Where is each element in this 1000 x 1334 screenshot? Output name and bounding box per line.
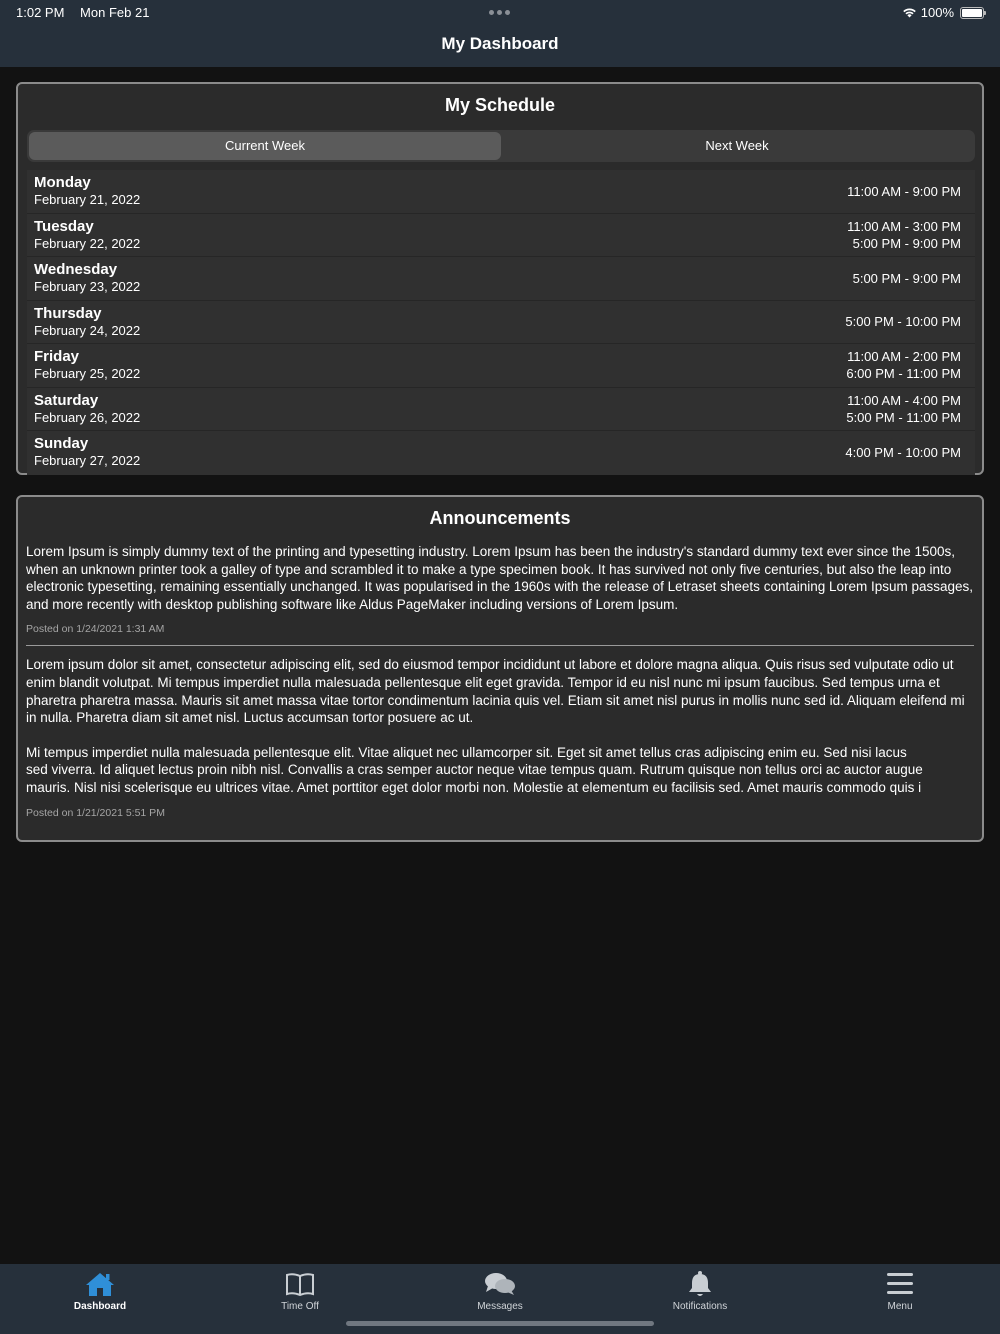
schedule-title: My Schedule — [444, 95, 556, 115]
page-title: My Dashboard — [441, 34, 559, 53]
schedule-date: February 22, 2022 — [34, 235, 141, 251]
shift-time: 5:00 PM - 10:00 PM — [845, 314, 961, 330]
home-icon — [84, 1270, 116, 1298]
shift-time: 11:00 AM - 2:00 PM — [847, 349, 961, 365]
shift-time: 11:00 AM - 4:00 PM — [847, 392, 961, 408]
announcements-title: Announcements — [429, 508, 571, 528]
schedule-date: February 21, 2022 — [34, 192, 141, 207]
status-time: 1:02 PM — [16, 5, 65, 20]
multitasking-dots-icon[interactable] — [489, 10, 510, 15]
schedule-row[interactable] — [27, 344, 975, 388]
shift-time: 5:00 PM - 9:00 PM — [852, 235, 961, 251]
schedule-date: February 25, 2022 — [34, 366, 141, 381]
schedule-day: Friday — [34, 348, 80, 365]
schedule-date: February 26, 2022 — [34, 409, 141, 425]
shift-time: 11:00 AM - 3:00 PM — [847, 218, 961, 234]
announcement-body: Lorem ipsum dolor sit amet, consectetur adipiscing elit, sed do eiusmod tempor incididunt ut labore et dolore magna aliqua. Quis risus sed vulputate odio ut enim blandit volutpat. Mi tempus imperdiet nulla malesuada pellentesque elit eget gravida. Tempor id eu nisl nunc mi ipsum faucibus. Sed tempus urna et pharetra pharetra massa. Mauris sit amet massa vitae tortor condimentum lacinia quis vel. Etiam sit amet nisl purus in mollis nunc sed id. Aliquam eleifend mi in nulla. Pharetra diam sit amet nisl. Luctus accumsan tortor posuere ac ut. — [26, 657, 965, 726]
schedule-row[interactable] — [27, 257, 975, 301]
announcement-body — [26, 744, 974, 797]
tab-label: Messages — [477, 1301, 523, 1312]
schedule-row[interactable] — [27, 170, 975, 214]
schedule-row[interactable] — [27, 301, 975, 345]
tab-next-week[interactable]: Next Week — [705, 138, 769, 153]
status-bar-right — [902, 5, 984, 20]
shift-time: 5:00 PM - 11:00 PM — [846, 409, 961, 425]
battery-icon — [960, 7, 984, 19]
tab-label: Menu — [887, 1301, 913, 1312]
schedule-card — [16, 82, 984, 475]
tab-current-week[interactable]: Current Week — [29, 132, 501, 160]
announcement-posted-date: Posted on 1/24/2021 1:31 AM — [26, 623, 165, 636]
shift-time: 4:00 PM - 10:00 PM — [845, 445, 961, 461]
shift-time: 6:00 PM - 11:00 PM — [846, 366, 961, 382]
status-date: Mon Feb 21 — [80, 5, 150, 20]
announcement-item — [18, 543, 982, 635]
book-icon — [284, 1270, 316, 1298]
schedule-day: Sunday — [34, 435, 89, 452]
tab-label: Dashboard — [73, 1301, 127, 1312]
announcement-line: mauris. Nisl nisi scelerisque eu ultrices vitae. Amet porttitor eget dolor morbi non. Molestie at elementum eu facilisis sed. Amet mauris commodo quis i — [26, 779, 922, 795]
wifi-icon — [902, 7, 917, 18]
announcement-body: Lorem Ipsum is simply dummy text of the printing and typesetting industry. Lorem Ipsum has been the industry's standard dummy text ever since the 1500s, when an unknown printer took a galley of type and scrambled it to make a type specimen book. It has survived not only five centuries, but also the leap into electronic typesetting, remaining essentially unchanged. It was popularised in the 1960s with the release of Letraset sheets containing Lorem Ipsum passages, and more recently with desktop publishing software like Aldus PageMaker including versions of Lorem Ipsum. — [26, 544, 974, 612]
schedule-date: February 23, 2022 — [34, 279, 141, 294]
schedule-day: Wednesday — [34, 261, 118, 278]
schedule-row[interactable] — [27, 388, 975, 432]
shift-time: 5:00 PM - 9:00 PM — [852, 270, 961, 286]
divider — [26, 645, 974, 646]
chat-bubbles-icon — [484, 1270, 516, 1298]
announcements-card — [16, 495, 984, 842]
shift-time: 11:00 AM - 9:00 PM — [847, 183, 961, 199]
bell-icon — [684, 1270, 716, 1298]
announcement-line: sed viverra. Id aliquet lectus proin nibh nisl. Convallis a cras semper auctor neque vitae tempus quam. Rutrum quisque non tellus orci ac auctor augue — [26, 762, 923, 778]
home-indicator[interactable] — [346, 1321, 654, 1326]
top-bar — [0, 0, 1000, 67]
schedule-row[interactable] — [27, 214, 975, 258]
schedule-day: Monday — [34, 174, 91, 191]
hamburger-icon — [884, 1270, 916, 1298]
week-segmented-control — [27, 130, 975, 162]
schedule-row[interactable] — [27, 431, 975, 475]
schedule-date: February 24, 2022 — [34, 322, 141, 338]
tab-label: Time Off — [281, 1301, 319, 1312]
announcement-posted-date: Posted on 1/21/2021 5:51 PM — [26, 806, 165, 819]
announcement-item — [18, 656, 982, 818]
schedule-date: February 27, 2022 — [34, 453, 141, 468]
schedule-day: Tuesday — [34, 217, 94, 235]
tab-menu[interactable] — [800, 1264, 1000, 1334]
tab-dashboard[interactable] — [0, 1264, 200, 1334]
battery-percent: 100% — [920, 5, 954, 20]
status-bar-left — [16, 5, 149, 20]
schedule-list — [27, 170, 975, 475]
schedule-day: Saturday — [34, 391, 99, 409]
tab-label: Notifications — [672, 1301, 728, 1312]
schedule-day: Thursday — [34, 304, 102, 322]
announcement-line: Mi tempus imperdiet nulla malesuada pellentesque elit. Vitae aliquet nec ullamcorper sit. Eget sit amet tellus cras adipiscing enim eu. Sed nisi lacus — [26, 744, 907, 760]
